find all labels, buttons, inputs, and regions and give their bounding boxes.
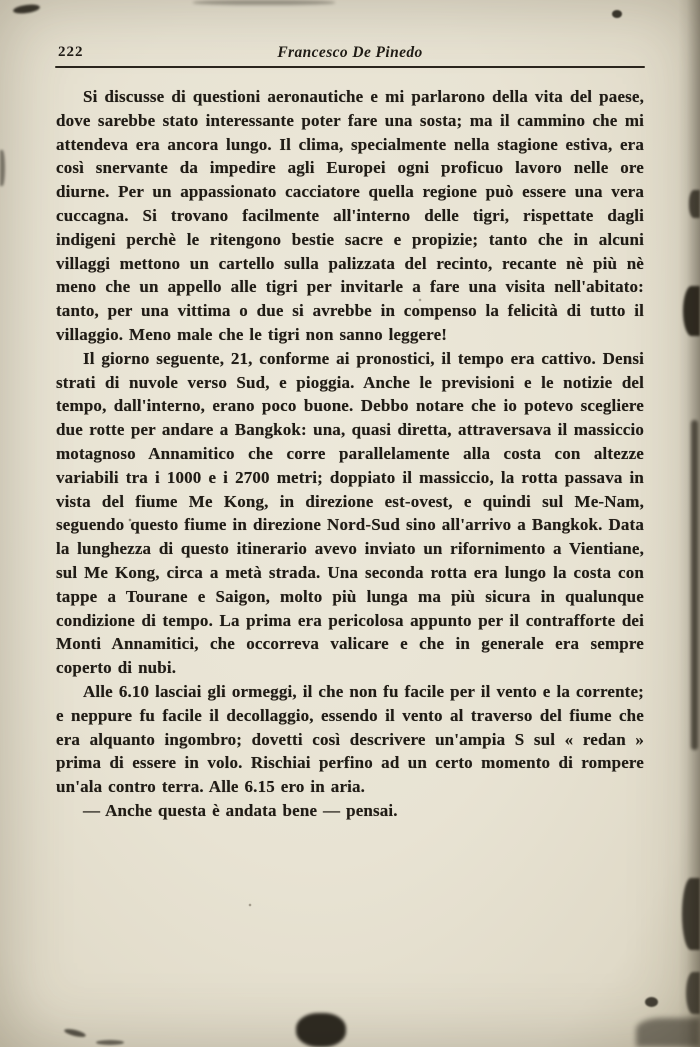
scan-artifact-right-blob-1 <box>689 190 700 218</box>
scan-artifact-bottom-right-spot <box>645 997 658 1007</box>
scan-artifact-right-streak <box>691 420 698 750</box>
paragraph-2: Il giorno seguente, 21, conforme ai pronostici, il tempo era cattivo. Densi strati di nuvole verso Sud, e pioggia. Anche le previsioni e le notizie del tempo, dall'interno, erano poco buone. Debbo notare che io potevo scegliere due rotte per andare a Bangkok: una, quasi diretta, attraversava il massiccio motagnoso Annamitico che corre parallelamente alla costa con altezze variabili tra i 1000 e i 2700 metri; doppiato il massiccio, la rotta passava in vista del fiume Me Kong, in direzione est-ovest, e quindi sul Me-Nam, seguendo questo fiume in direzione Nord-Sud sino all'arrivo a Bangkok. Data la lunghezza di questo itinerario avevo inviato un rifornimento a Vientiane, sul Me Kong, circa a metà strada. Una seconda rotta era lungo la costa con tappe a Tourane e Saigon, molto più lunga ma più sicura in qualunque condizione di tempo. La prima era pericolosa appunto per il contrafforte dei Monti Annamitici, che occorreva valicare e che in generale era sempre coperto di nubi. <box>56 348 644 678</box>
scan-artifact-right-blob-4 <box>686 972 700 1014</box>
paragraph-dialogue: — Anche questa è andata bene — pensai. <box>83 800 398 820</box>
scan-artifact-top-left <box>13 3 41 15</box>
scan-artifact-top-smudge <box>193 0 335 5</box>
scan-artifact-right-blob-2 <box>683 286 700 336</box>
scan-artifact-top-right-spot <box>612 10 622 18</box>
header-rule <box>55 66 645 68</box>
scan-artifact-bottom-center <box>296 1013 346 1047</box>
scan-artifact-left-edge <box>0 150 5 186</box>
page-header <box>56 44 644 64</box>
scan-artifact-bottom-right-corner <box>636 1018 700 1047</box>
paragraph-1: Si discusse di questioni aeronautiche e mi parlarono della vita del paese, dove sarebbe stato interessante poter fare una sosta; ma il cammino che mi attendeva era ancora lungo. Il clima, specialmente nella stagione estiva, era così snervante da impedire agli Europei ogni proficuo lavoro nelle ore diurne. Per un appassionato cacciatore quella regione può essere una vera cuccagna. Si trovano facilmente all'interno delle tigri, rispettate dagli indigeni perchè le ritengono bestie sacre e propizie; tanto che in alcuni villaggi mettono un cartello sulla palizzata del recinto, recante nè più nè meno che un appello alle tigri per invitarle a fare una visita nell'abitato: tanto, per una vittima o due si avrebbe in compenso la felicità di tutto il villaggio. Meno male che le tigri non sanno leggere! <box>56 87 644 344</box>
scan-artifact-bottom-dash-1 <box>64 1027 87 1038</box>
scan-artifact-bottom-dash-2 <box>96 1040 124 1045</box>
body-text <box>56 85 644 823</box>
paragraph-3: Alle 6.10 lasciai gli ormeggi, il che non fu facile per il vento e la corrente; e neppure fu facile il decollaggio, essendo il vento al traverso del fiume che era alquanto ingombro; dovetti così descrivere un'ampia S sul « redan » prima di essere in volo. Rischiai perfino ad un certo momento di rompere un'ala contro terra. Alle 6.15 ero in aria. <box>56 681 644 797</box>
scan-artifact-right-blob-3 <box>682 878 700 950</box>
running-title: Francesco De Pinedo <box>277 44 423 61</box>
page-number: 222 <box>58 44 84 60</box>
